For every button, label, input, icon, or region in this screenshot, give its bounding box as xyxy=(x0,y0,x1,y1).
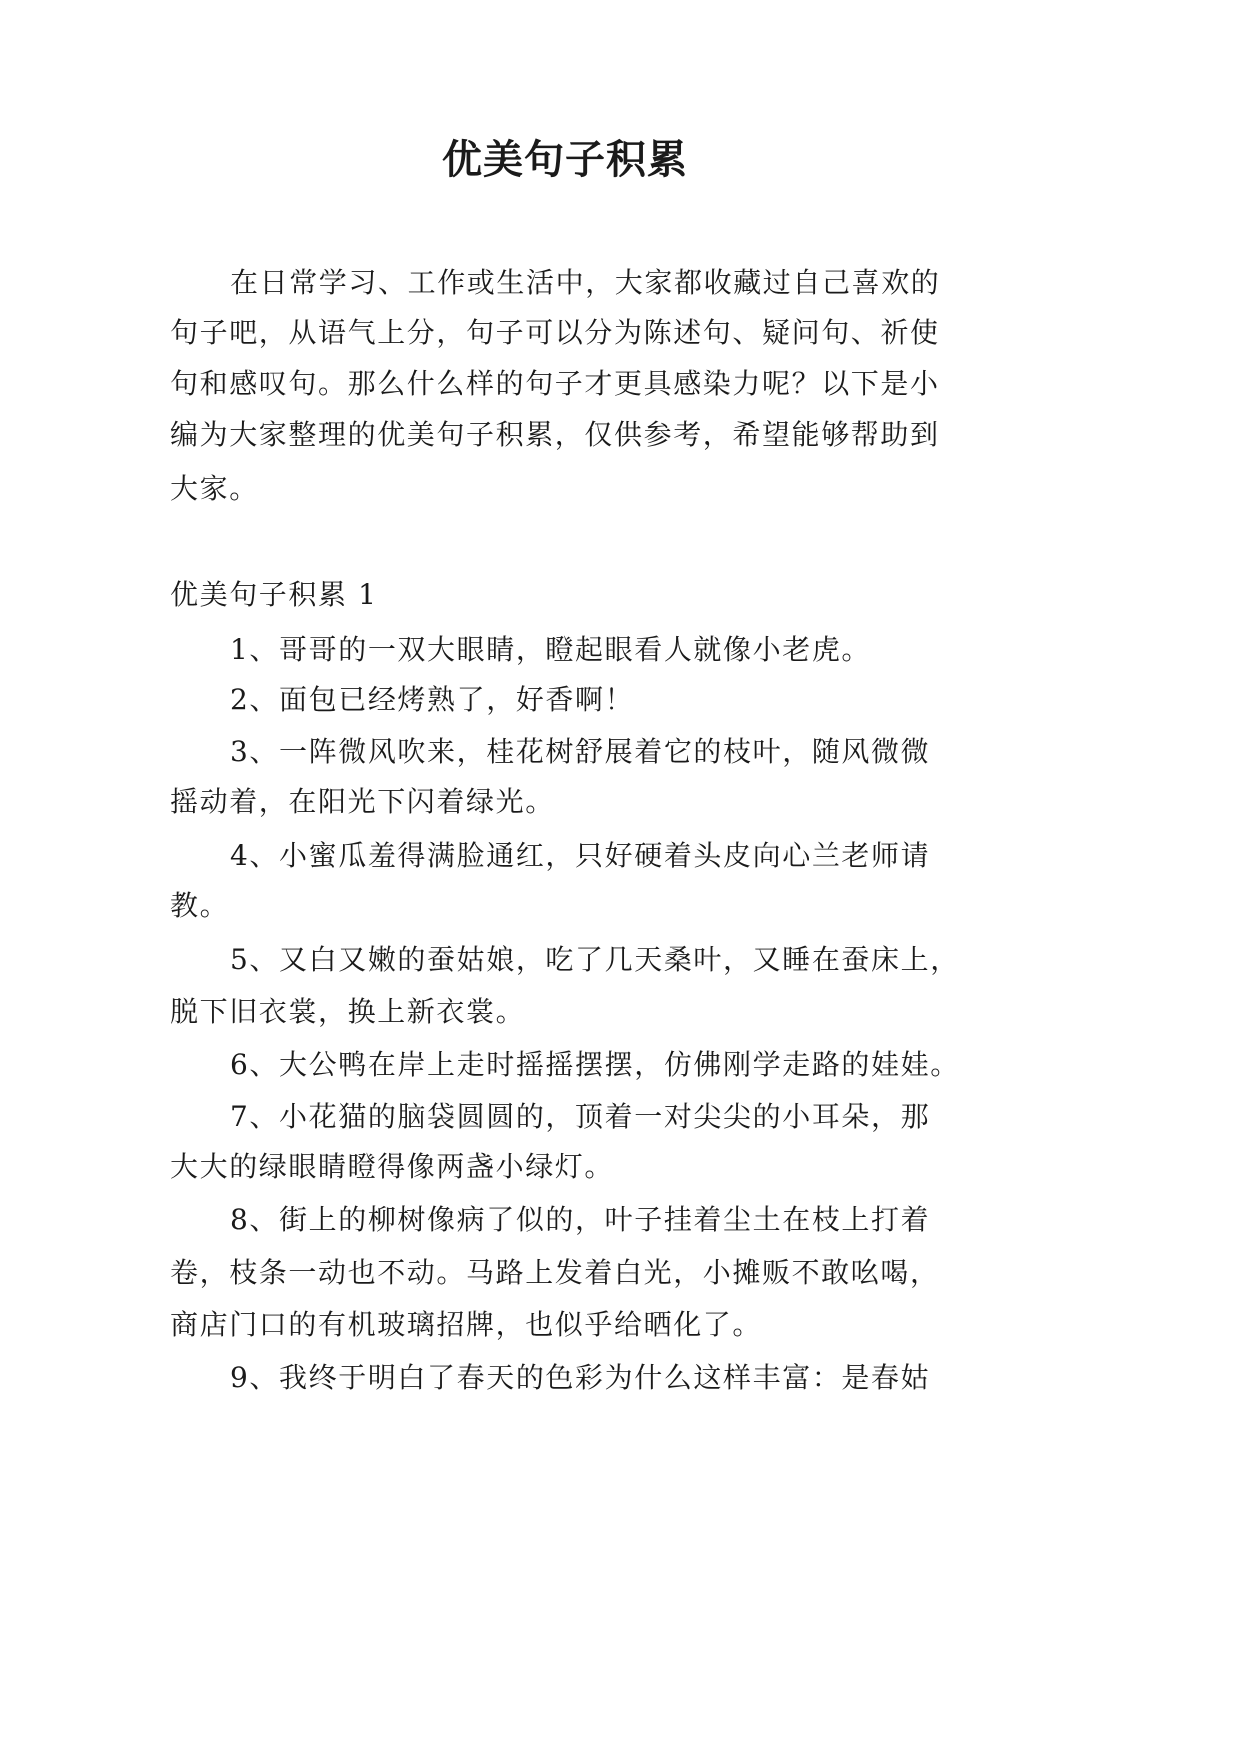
sentence-line: 7、小花猫的脑袋圆圆的，顶着一对尖尖的小耳朵，那 xyxy=(230,1100,931,1133)
intro-line: 编为大家整理的优美句子积累，仅供参考，希望能够帮助到 xyxy=(170,418,940,451)
sentence-line: 教。 xyxy=(170,889,230,922)
section-heading: 优美句子积累 1 xyxy=(170,578,378,611)
sentence-line: 4、小蜜瓜羞得满脸通红，只好硬着头皮向心兰老师请 xyxy=(230,839,931,872)
sentence-line: 3、一阵微风吹来，桂花树舒展着它的枝叶，随风微微 xyxy=(230,735,931,768)
intro-line: 句子吧，从语气上分，句子可以分为陈述句、疑问句、祈使 xyxy=(170,316,940,349)
sentence-line: 6、大公鸭在岸上走时摇摇摆摆，仿佛刚学走路的娃娃。 xyxy=(230,1048,960,1081)
sentence-line: 5、又白又嫩的蚕姑娘，吃了几天桑叶，又睡在蚕床上， xyxy=(230,943,960,976)
sentence-line: 1、哥哥的一双大眼睛，瞪起眼看人就像小老虎。 xyxy=(230,633,872,666)
intro-line: 在日常学习、工作或生活中，大家都收藏过自己喜欢的 xyxy=(230,266,941,299)
sentence-line: 9、我终于明白了春天的色彩为什么这样丰富：是春姑 xyxy=(230,1361,931,1394)
sentence-line: 商店门口的有机玻璃招牌，也似乎给晒化了。 xyxy=(170,1308,763,1341)
sentence-line: 卷，枝条一动也不动。马路上发着白光，小摊贩不敢吆喝， xyxy=(170,1256,940,1289)
sentence-line: 8、街上的柳树像病了似的，叶子挂着尘土在枝上打着 xyxy=(230,1203,931,1236)
document-title: 优美句子积累 xyxy=(442,136,688,183)
sentence-line: 摇动着，在阳光下闪着绿光。 xyxy=(170,785,555,818)
sentence-line: 大大的绿眼睛瞪得像两盏小绿灯。 xyxy=(170,1150,615,1183)
intro-line: 大家。 xyxy=(170,472,259,505)
sentence-line: 2、面包已经烤熟了，好香啊！ xyxy=(230,683,635,716)
intro-line: 句和感叹句。那么什么样的句子才更具感染力呢？以下是小 xyxy=(170,367,940,400)
sentence-line: 脱下旧衣裳，换上新衣裳。 xyxy=(170,995,526,1028)
